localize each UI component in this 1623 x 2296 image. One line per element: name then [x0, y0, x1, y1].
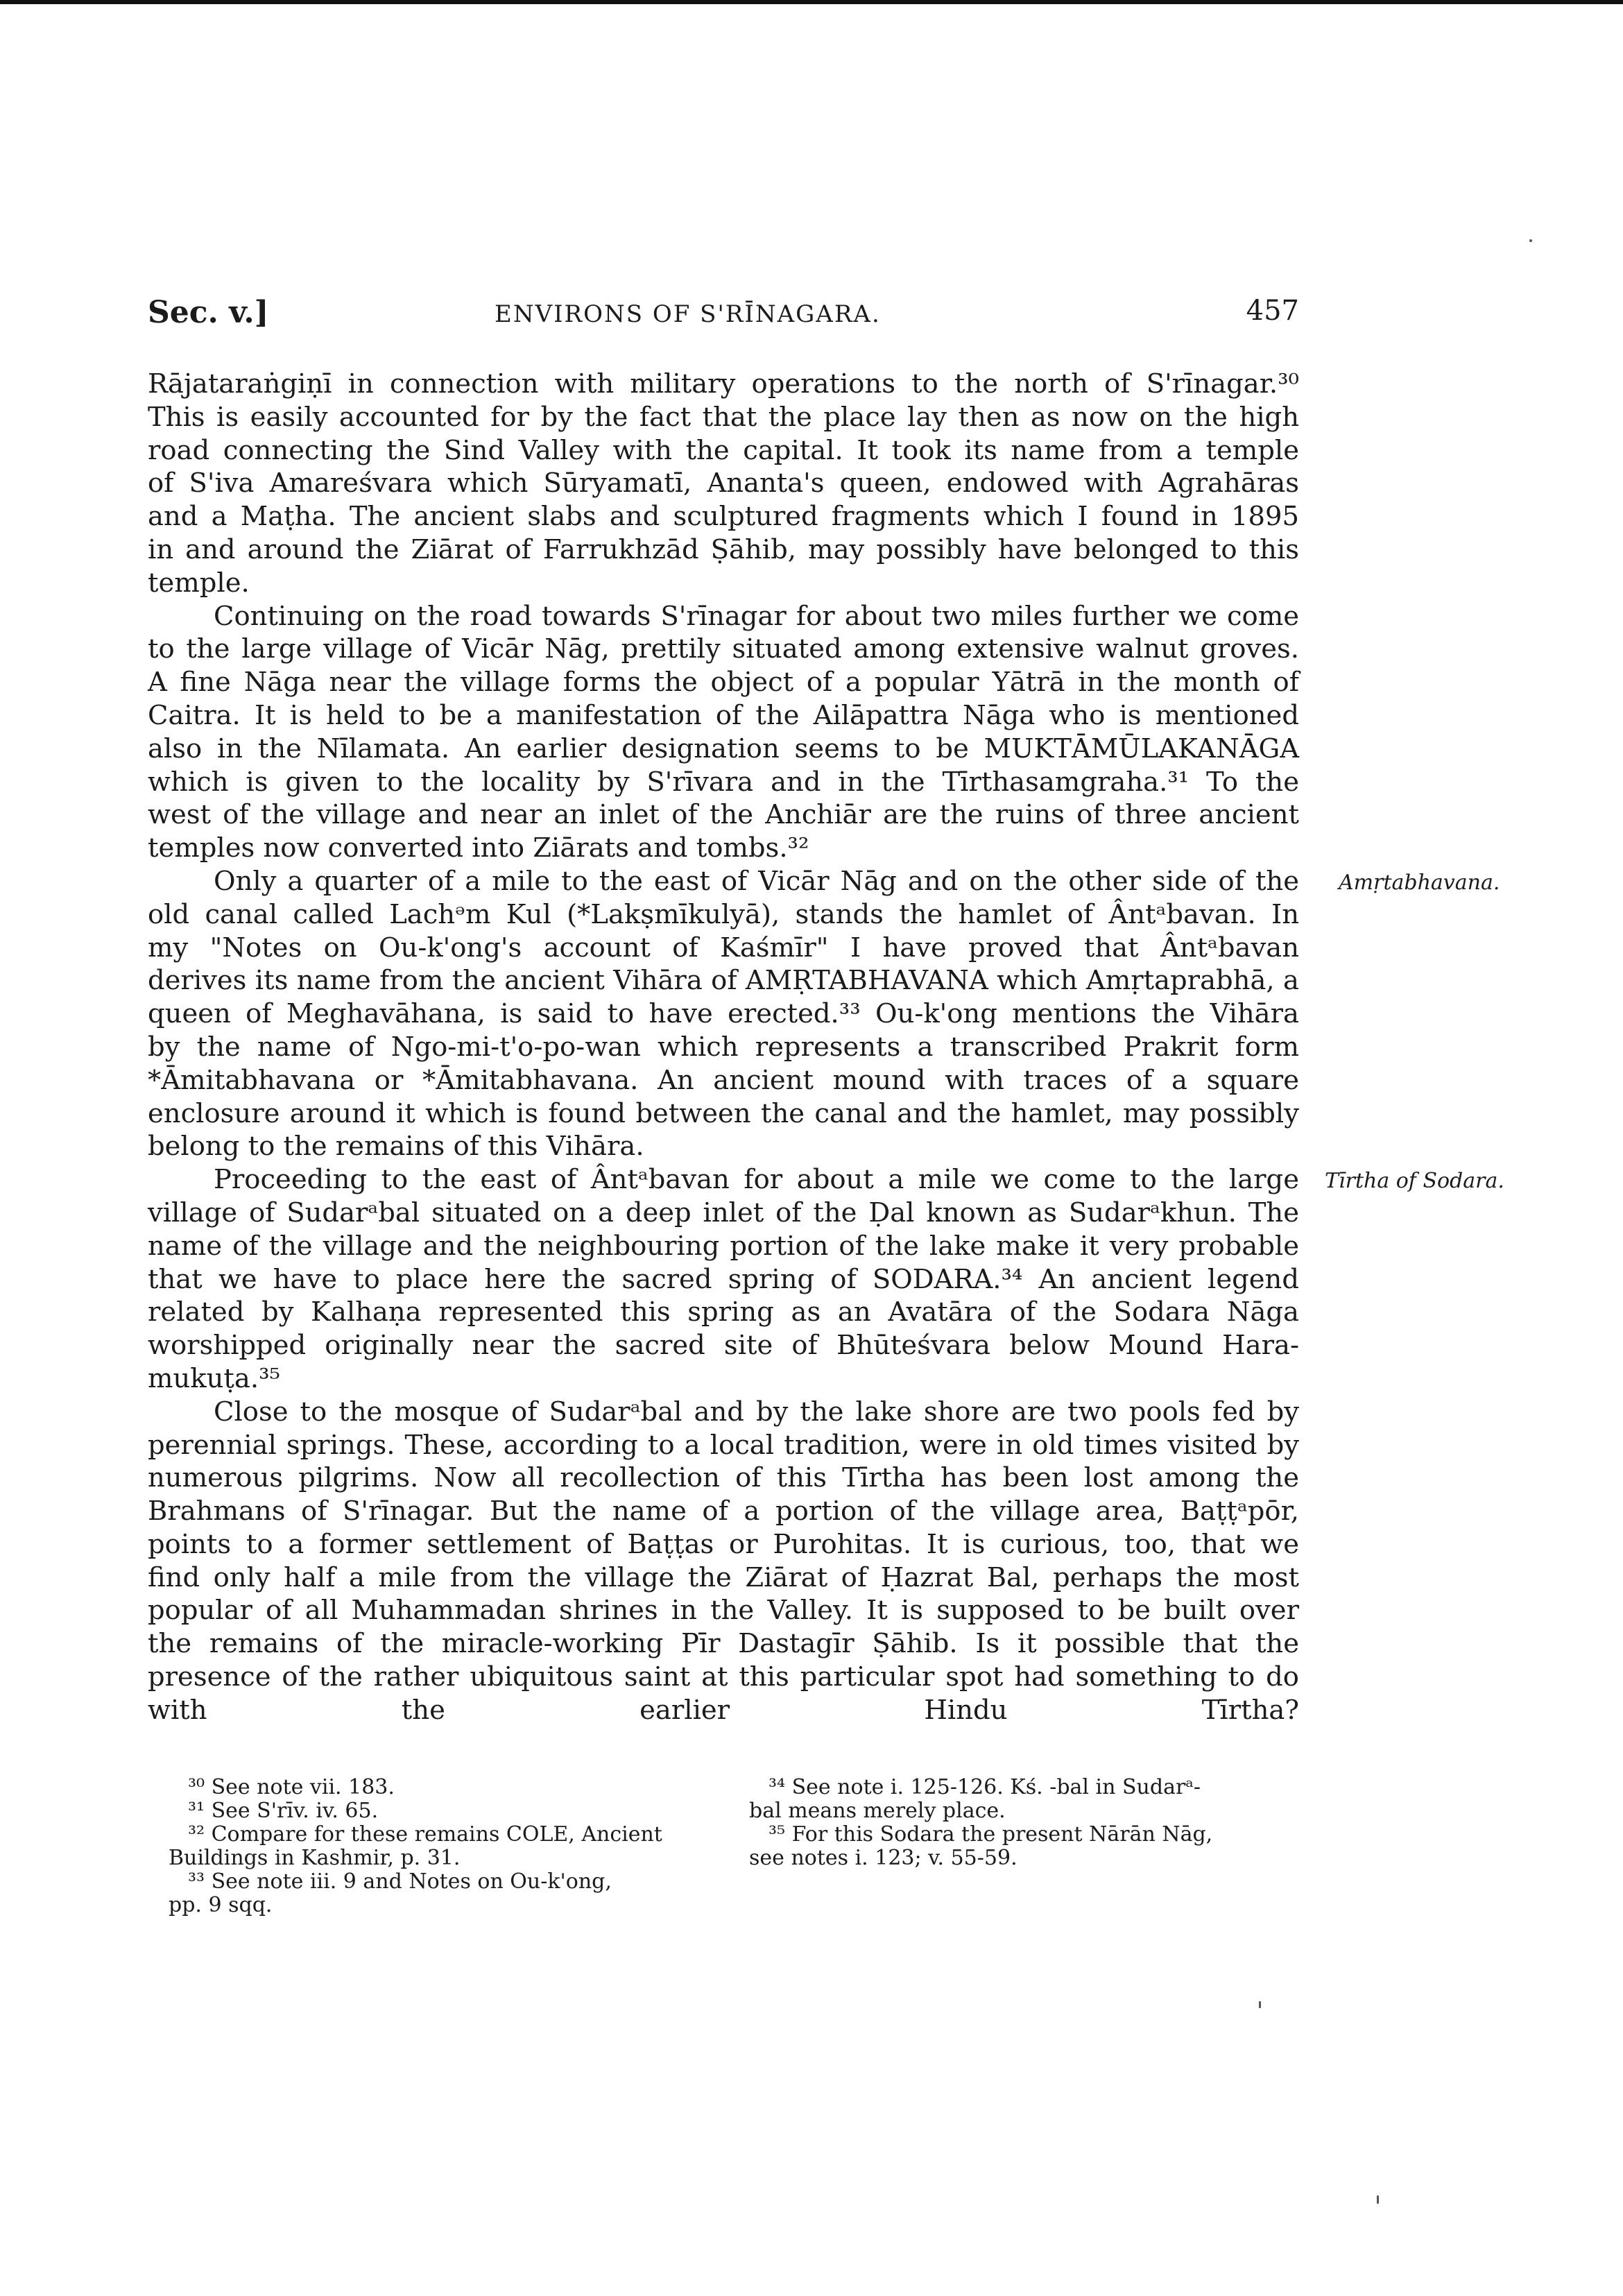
text-line: *Āmitabhavana or *Āmitabhavana. An ancient mound with traces of a square	[148, 1064, 1299, 1096]
footnotes-left-column	[169, 1776, 723, 1917]
top-border-rule	[0, 0, 1623, 4]
text-line: temple.	[148, 567, 250, 599]
text-line: derives its name from the ancient Vihāra of AMṚTABHAVANA which Amṛtaprabhā, a	[148, 965, 1299, 997]
text-line: enclosure around it which is found between the canal and the hamlet, may possibly	[148, 1097, 1299, 1129]
text-line: the remains of the miracle-working Pīr Dastagīr Ṣāhib. Is it possible that the	[148, 1628, 1299, 1660]
text-line: A fine Nāga near the village forms the object of a popular Yātrā in the month of	[148, 667, 1299, 699]
margin-note-tirtha-sodara: Tīrtha of Sodara.	[1325, 1169, 1504, 1193]
text-line: my "Notes on Ou-k'ong's account of Kaśmīr" I have proved that Ântᵃbavan	[148, 932, 1299, 963]
footnote-line: ³⁵ For this Sodara the present Nārān Nāg,	[768, 1822, 1213, 1847]
text-line: belong to the remains of this Vihāra.	[148, 1131, 644, 1163]
text-line: and a Maṭha. The ancient slabs and sculptured fragments which I found in 1895	[148, 501, 1299, 533]
text-line: name of the village and the neighbouring portion of the lake make it very probable	[148, 1230, 1299, 1262]
text-line: Proceeding to the east of Ântᵃbavan for about a mile we come to the large	[214, 1164, 1299, 1196]
footnote-line: Buildings in Kashmir, p. 31.	[169, 1846, 461, 1870]
text-line: temples now converted into Ziārats and tombs.³²	[148, 832, 809, 864]
running-title: ENVIRONS OF S'RĪNAGARA.	[495, 300, 881, 328]
footnote-line: ³¹ See S'rīv. iv. 65.	[188, 1799, 379, 1823]
text-line: find only half a mile from the village the Ziārat of Ḥazrat Bal, perhaps the most	[148, 1561, 1299, 1593]
text-line: which is given to the locality by S'rīvara and in the Tīrthasamgraha.³¹ To the	[148, 766, 1299, 798]
footnote-line: ³³ See note iii. 9 and Notes on Ou-k'ong,	[188, 1869, 612, 1894]
text-line: by the name of Ngo-mi-t'o-po-wan which represents a transcribed Prakrit form	[148, 1031, 1299, 1063]
text-line: Continuing on the road towards S'rīnagar for about two miles further we come	[214, 600, 1299, 632]
text-line: popular of all Muhammadan shrines in the Valley. It is supposed to be built over	[148, 1595, 1299, 1627]
text-line: numerous pilgrims. Now all recollection of this Tīrtha has been lost among the	[148, 1462, 1299, 1494]
text-line: Rājataraṅgiṇī in connection with military operations to the north of S'rīnagar.³⁰	[148, 368, 1299, 400]
footnote-line: ³² Compare for these remains COLE, Ancient	[188, 1822, 662, 1847]
text-line: in and around the Ziārat of Farrukhzād Ṣāhib, may possibly have belonged to this	[148, 533, 1299, 565]
text-line: queen of Meghavāhana, is said to have erected.³³ Ou-k'ong mentions the Vihāra	[148, 998, 1299, 1030]
text-line: with the earlier Hindu Tīrtha?	[148, 1694, 1299, 1726]
footnote-line: see notes i. 123; v. 55-59.	[749, 1846, 1017, 1870]
text-line: related by Kalhaṇa represented this spring as an Avatāra of the Sodara Nāga	[148, 1296, 1299, 1328]
text-line: west of the village and near an inlet of the Anchiār are the ruins of three ancient	[148, 799, 1299, 831]
text-line: mukuṭa.³⁵	[148, 1362, 280, 1394]
text-line: This is easily accounted for by the fact that the place lay then as now on the high	[148, 401, 1299, 433]
page-number: 457	[1246, 295, 1299, 327]
scan-speck	[1377, 2195, 1379, 2204]
footnote-line: pp. 9 sqq.	[169, 1893, 273, 1917]
section-label: Sec. v.]	[148, 295, 269, 330]
text-line: presence of the rather ubiquitous saint at this particular spot had something to do	[148, 1661, 1299, 1693]
text-line: of S'iva Amareśvara which Sūryamatī, Ananta's queen, endowed with Agrahāras	[148, 468, 1299, 499]
text-line: that we have to place here the sacred spring of SODARA.³⁴ An ancient legend	[148, 1263, 1299, 1295]
footnote-line: bal means merely place.	[749, 1799, 1006, 1823]
text-line: Caitra. It is held to be a manifestation of the Ailāpattra Nāga who is mentioned	[148, 699, 1299, 731]
text-line: also in the Nīlamata. An earlier designation seems to be MUKTĀMŪLAKANĀGA	[148, 733, 1299, 764]
scan-speck	[1259, 2001, 1261, 2008]
text-line: worshipped originally near the sacred site of Bhūteśvara below Mound Hara-	[148, 1330, 1299, 1362]
text-line: village of Sudarᵃbal situated on a deep inlet of the Ḍal known as Sudarᵃkhun. The	[148, 1197, 1299, 1228]
text-line: Only a quarter of a mile to the east of Vicār Nāg and on the other side of the	[214, 865, 1299, 897]
footnote-line: ³⁴ See note i. 125-126. Kś. -bal in Sudarᵃ-	[768, 1775, 1201, 1799]
text-line: old canal called Lachᵊm Kul (*Lakṣmīkulyā), stands the hamlet of Ântᵃbavan. In	[148, 898, 1299, 930]
footnotes-right-column	[749, 1776, 1304, 1870]
footnote-line: ³⁰ See note vii. 183.	[188, 1775, 395, 1799]
body-text	[148, 368, 1299, 1727]
text-line: Brahmans of S'rīnagar. But the name of a portion of the village area, Baṭṭᵃpōr,	[148, 1496, 1299, 1527]
text-line: road connecting the Sind Valley with the capital. It took its name from a temple	[148, 434, 1299, 466]
text-line: points to a former settlement of Baṭṭas or Purohitas. It is curious, too, that we	[148, 1528, 1299, 1560]
scan-speck	[1529, 239, 1532, 242]
text-line: to the large village of Vicār Nāg, prettily situated among extensive walnut groves.	[148, 633, 1299, 665]
page-header	[148, 295, 1299, 343]
margin-note-amrtabhavana: Amṛtabhavana.	[1339, 871, 1500, 895]
text-line: perennial springs. These, according to a local tradition, were in old times visited by	[148, 1429, 1299, 1461]
text-line: Close to the mosque of Sudarᵃbal and by the lake shore are two pools fed by	[214, 1396, 1299, 1428]
